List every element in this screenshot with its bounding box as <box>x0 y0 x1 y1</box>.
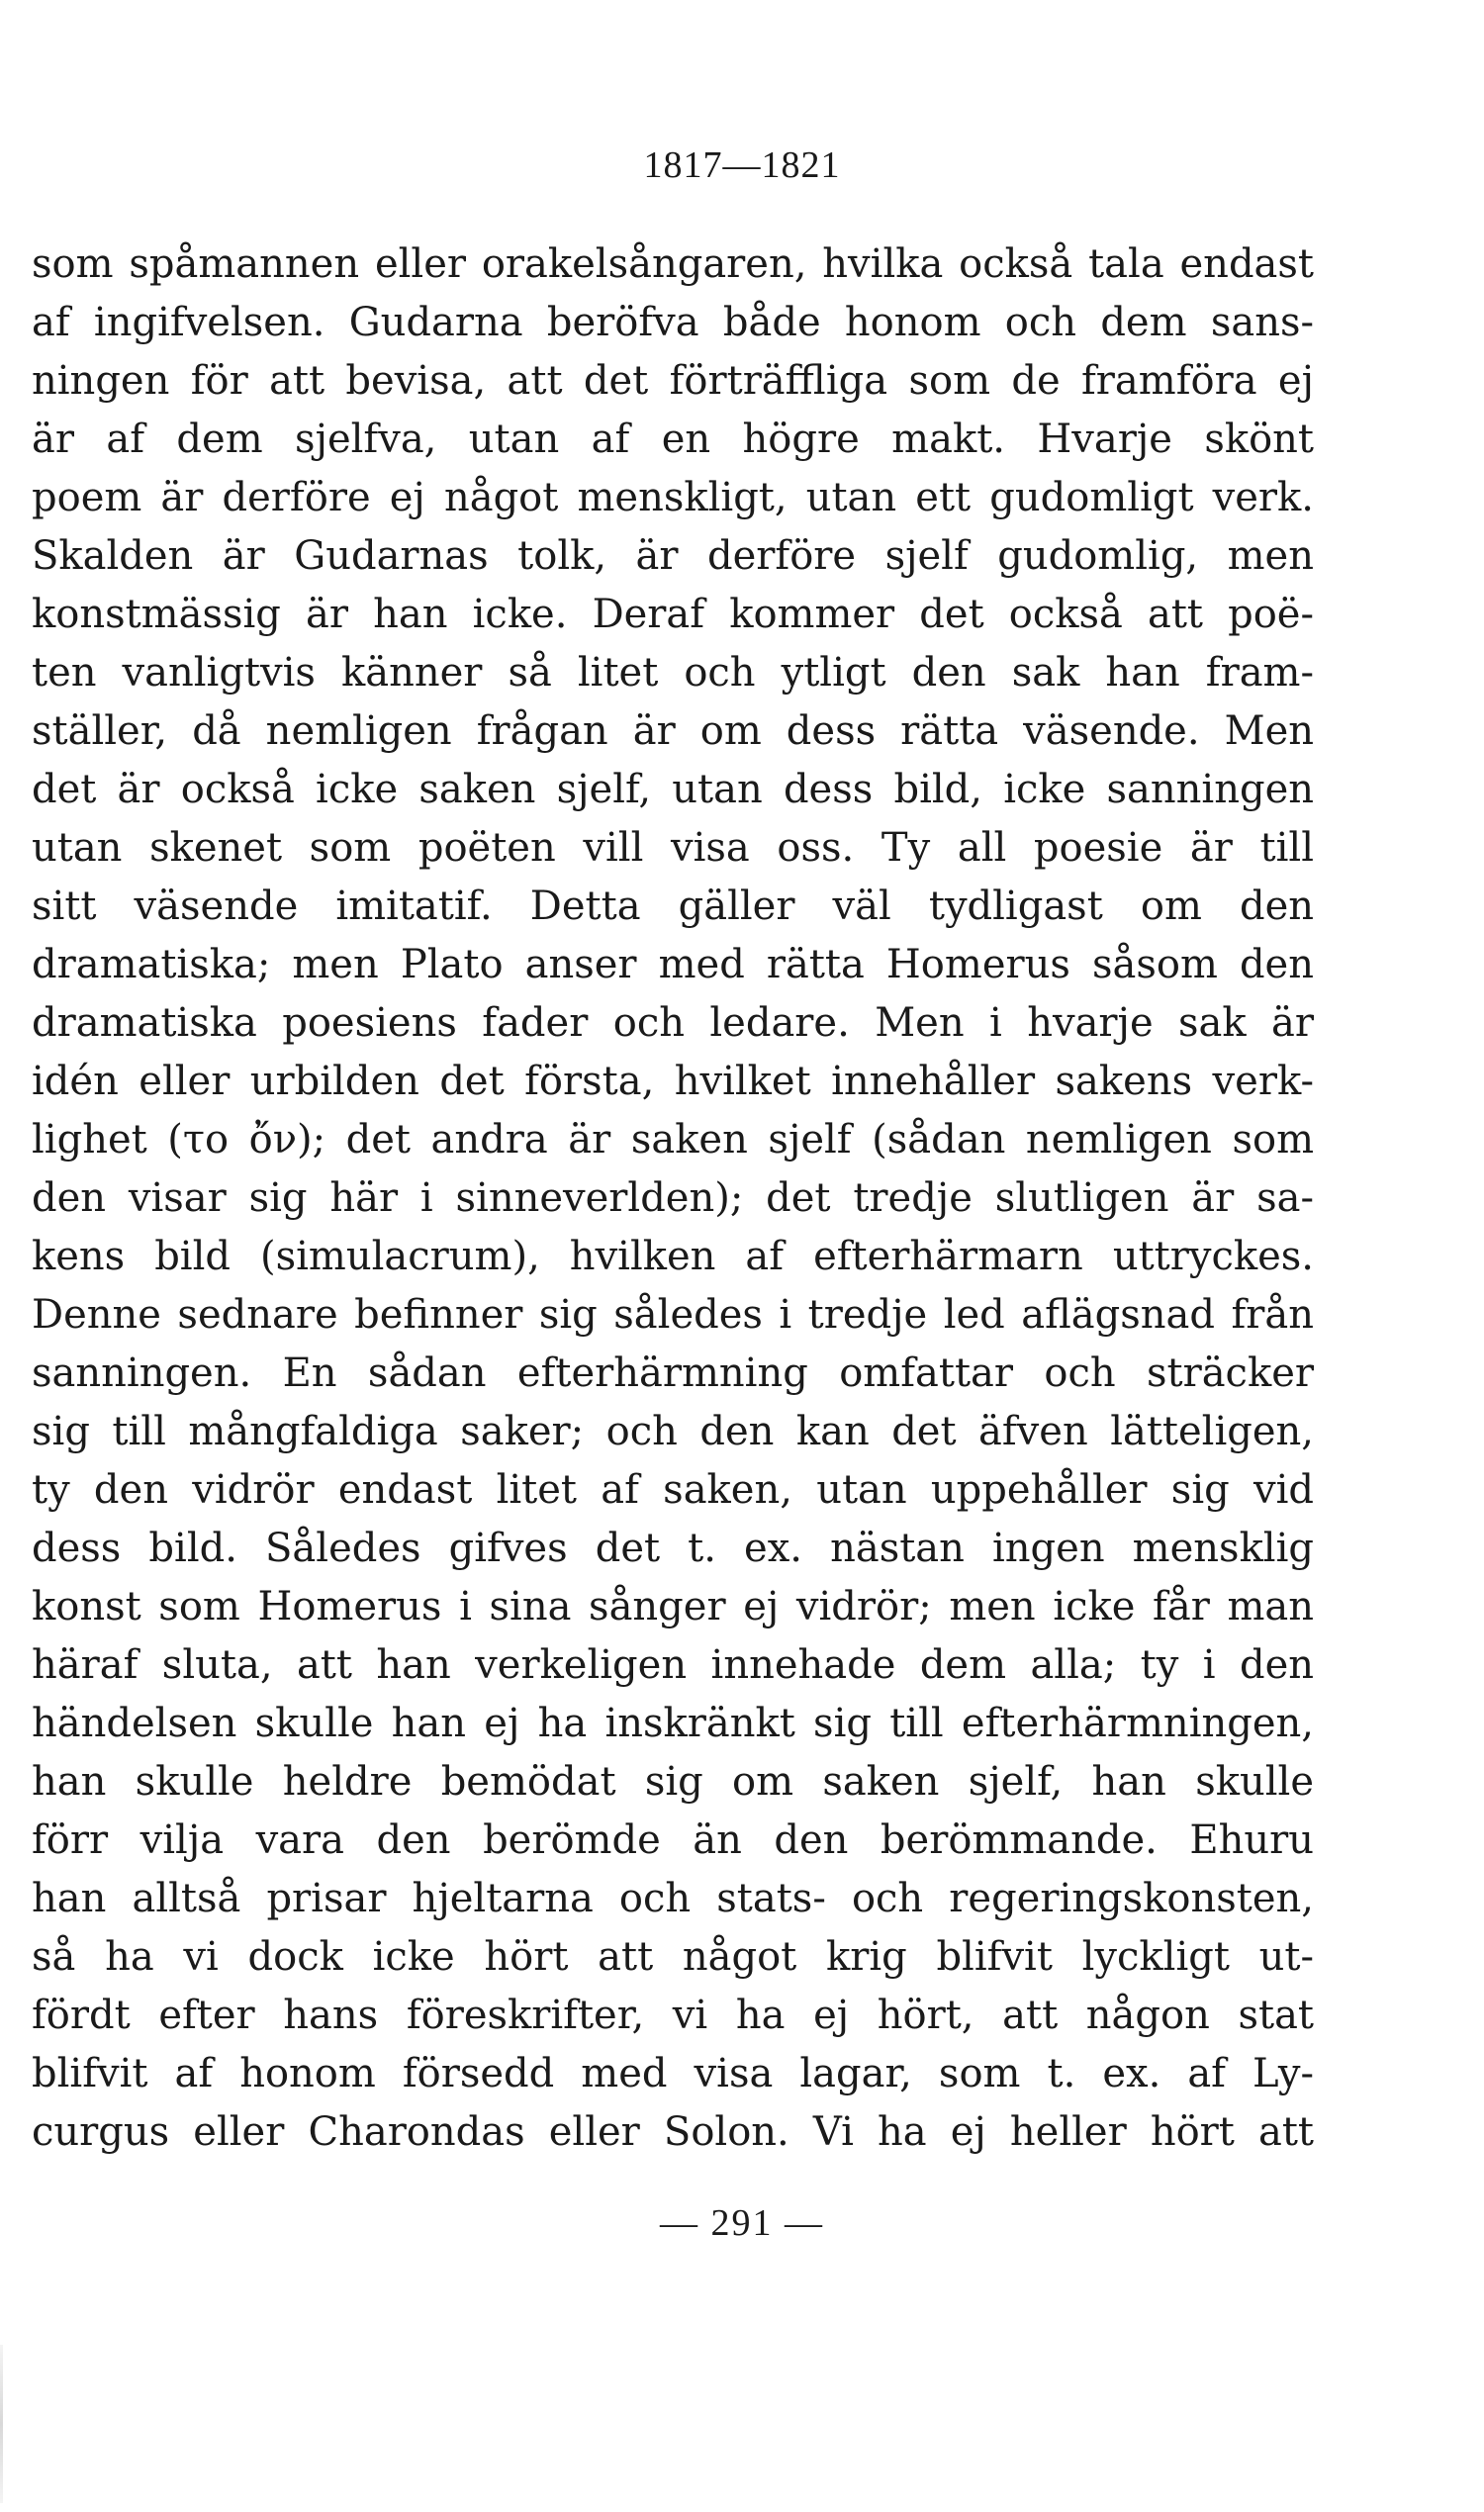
text-line: ningen för att bevisa, att det förträffliga som de framföra ej <box>32 358 1314 404</box>
text-line: sanningen. En sådan efterhärmning omfattar och sträcker <box>32 1350 1314 1396</box>
text-line: sitt väsende imitatif. Detta gäller väl tydligast om den <box>32 884 1314 929</box>
text-line: dramatiska poesiens fader och ledare. Men i hvarje sak är <box>32 1000 1314 1046</box>
text-line: ställer, då nemligen frågan är om dess rätta väsende. Men <box>32 708 1314 754</box>
text-line: kens bild (simulacrum), hvilken af efterhärmarn uttryckes. <box>32 1234 1314 1279</box>
text-line: curgus eller Charondas eller Solon. Vi ha ej heller hört att <box>32 2109 1314 2155</box>
text-line: förr vilja vara den berömde än den berömmande. Ehuru <box>32 1817 1314 1863</box>
text-line: poem är derföre ej något menskligt, utan ett gudomligt verk. <box>32 475 1314 520</box>
running-title: 1817—1821 <box>643 144 841 186</box>
text-line: blifvit af honom försedd med visa lagar, som t. ex. af Ly- <box>32 2051 1314 2096</box>
text-line: dramatiska; men Plato anser med rätta Homerus såsom den <box>32 942 1314 987</box>
text-line: den visar sig här i sinneverlden); det tredje slutligen är sa- <box>32 1175 1314 1221</box>
text-line: som spåmannen eller orakelsångaren, hvilka också tala endast <box>32 241 1314 287</box>
text-line: Denne sednare befinner sig således i tredje led aflägsnad från <box>32 1292 1314 1338</box>
text-line: så ha vi dock icke hört att något krig blifvit lyckligt ut- <box>32 1934 1314 1980</box>
text-line: utan skenet som poëten vill visa oss. Ty all poesie är till <box>32 825 1314 871</box>
text-line: af ingifvelsen. Gudarna beröfva både honom och dem sans- <box>32 300 1314 345</box>
text-line: han skulle heldre bemödat sig om saken sjelf, han skulle <box>32 1759 1314 1805</box>
text-line: han alltså prisar hjeltarna och stats- och regeringskonsten, <box>32 1876 1314 1921</box>
text-line: konst som Homerus i sina sånger ej vidrör; men icke får man <box>32 1584 1314 1629</box>
text-line: det är också icke saken sjelf, utan dess bild, icke sanningen <box>32 767 1314 812</box>
text-line: Skalden är Gudarnas tolk, är derföre sjelf gudomlig, men <box>32 533 1314 579</box>
text-line: fördt efter hans föreskrifter, vi ha ej hört, att någon stat <box>32 1993 1314 2038</box>
text-line: sig till mångfaldiga saker; och den kan det äfven lätteligen, <box>32 1409 1314 1454</box>
text-line: dess bild. Således gifves det t. ex. nästan ingen mensklig <box>32 1526 1314 1571</box>
text-line: ty den vidrör endast litet af saken, utan uppehåller sig vid <box>32 1467 1314 1513</box>
page-number: — 291 — <box>660 2202 824 2244</box>
text-line: lighet (το ὄν); det andra är saken sjelf (sådan nemligen som <box>32 1117 1314 1163</box>
text-line: händelsen skulle han ej ha inskränkt sig till efterhärmningen, <box>32 1701 1314 1746</box>
text-line: ten vanligtvis känner så litet och ytligt den sak han fram- <box>32 650 1314 696</box>
text-line: konstmässig är han icke. Deraf kommer det också att poë- <box>32 592 1314 637</box>
binding-edge <box>0 2345 3 2503</box>
text-line: är af dem sjelfva, utan af en högre makt. Hvarje skönt <box>32 417 1314 462</box>
text-line: häraf sluta, att han verkeligen innehade dem alla; ty i den <box>32 1642 1314 1688</box>
body-text <box>32 235 1314 2162</box>
text-line: idén eller urbilden det första, hvilket innehåller sakens verk- <box>32 1059 1314 1104</box>
